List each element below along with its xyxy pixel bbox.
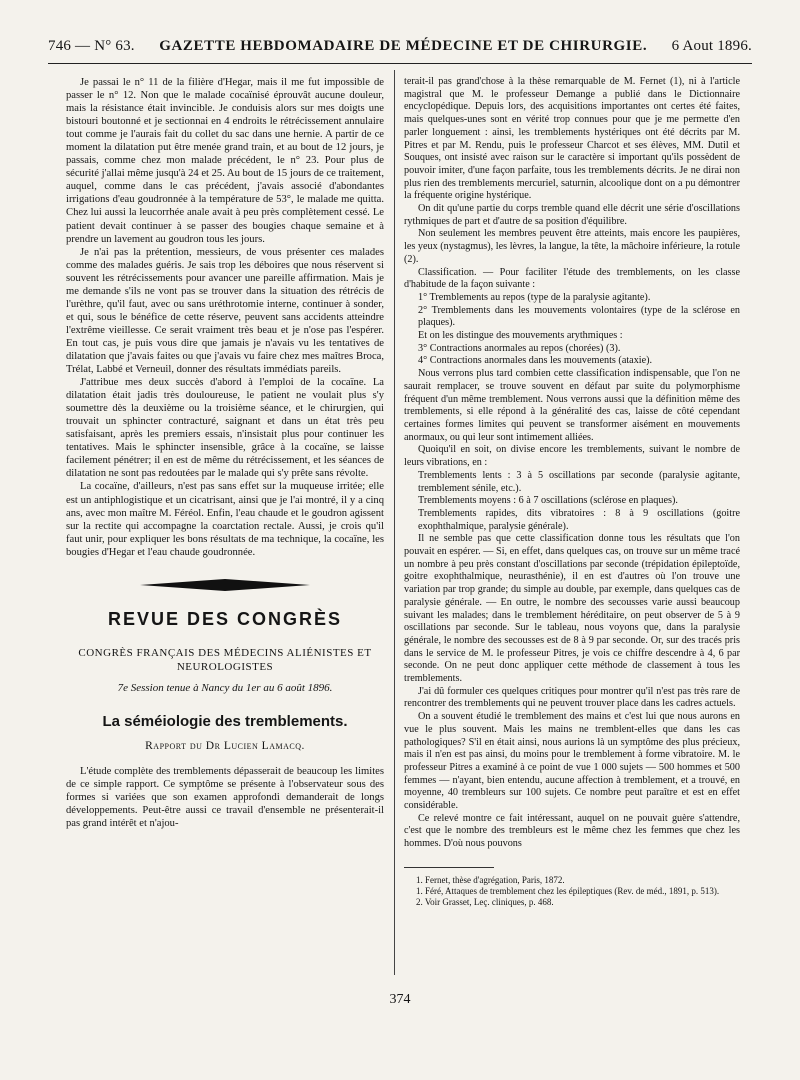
journal-title: GAZETTE HEBDOMADAIRE DE MÉDECINE ET DE CHIRURGIE. xyxy=(159,38,648,54)
list-item: 3° Contractions anormales au repos (chorées) (3). xyxy=(418,342,621,354)
header-rule xyxy=(48,63,752,64)
footnote: 1. Fernet, thèse d'agrégation, Paris, 1872. xyxy=(416,874,565,885)
paragraph: Quoiqu'il en soit, on divise encore les tremblements, suivant le nombre de leurs vibrations, en : xyxy=(404,444,740,469)
left-column xyxy=(66,76,384,830)
running-head xyxy=(48,38,752,60)
column-divider xyxy=(394,70,395,975)
list-item: 4° Contractions anormales dans les mouvements (ataxie). xyxy=(418,355,653,367)
footnotes xyxy=(404,875,740,908)
report-author: Rapport du Dr Lucien Lamacq. xyxy=(145,739,305,752)
paragraph: On dit qu'une partie du corps tremble quand elle décrit une série d'oscillations rythmiques de part et d'autre de sa position d'équilibre. xyxy=(404,203,740,227)
article-title: La séméiologie des tremblements. xyxy=(102,712,348,730)
list-item: Tremblements lents : 3 à 5 oscillations par seconde (paralysie agitante, tremblement sénile, etc.). xyxy=(418,469,740,494)
classification-heading: Classification. — Pour faciliter l'étude des tremblements, on les classe d'habitude de la façon suivante : xyxy=(404,266,740,291)
paragraph: Je n'ai pas la prétention, messieurs, de vous présenter ces malades comme des malades guéris. Je sais trop les déboires que nous réservent si souvent les rétrécissements pour avancer une pareille affirmation. Mais je me demande s'ils ne vont pas se trouver dans la situation des rétrécis de l'urèthre, qu'il faut, avec ou sans uréthrotomie interne, continuer à sonder, et qui, sous le bénéfice de cette réserve, peuvent sans accidents atteindre l'extrême vieillesse. Ce serait vraiment très beau et je n'ose pas l'espérer. En tout cas, je puis vous dire que jamais je n'avais vu les tentatives de dilatation que j'avais faites ou que j'avais vu faire chez mes maîtres Broca, Trélat, Labbé et Verneuil, donner des résultats immédiats pareils. xyxy=(66,246,384,376)
footnote: 1. Féré, Attaques de tremblement chez les épileptiques (Rev. de méd., 1891, p. 513). xyxy=(416,885,720,896)
paragraph: J'attribue mes deux succès d'abord à l'emploi de la cocaïne. La dilatation était jadis très douloureuse, le patient ne voulait plus s'y soumettre dès la deuxième ou la troisième séance, et le chirurgien, qui trouvait un sphincter contracturé, saignant et dans un état très peu satisfaisant, après les premiers essais, n'insistait plus pour continuer les tentatives. Mais le sphincter insensible, grâce à la cocaïne, se laisse facilement pénétrer; il en est de même du rétrécissement, et les séances de dilatation ne sont pas redoutées par le malade qui s'y prête sans révolte. xyxy=(66,377,384,480)
session-line: 7e Session tenue à Nancy du 1er au 6 août 1896. xyxy=(117,681,333,694)
footnote-rule xyxy=(404,867,494,868)
paragraph: Non seulement les membres peuvent être atteints, mais encore les paupières, les yeux (nystagmus), les lèvres, la langue, la tête, la mâchoire inférieure, la rotule (2). xyxy=(404,228,740,265)
paragraph: La cocaïne, d'ailleurs, n'est pas sans effet sur la muqueuse irritée; elle est un antiphlogistique et un cicatrisant, ainsi que je l'ai montré, il y a cinq ans, avec mon maître M. Féréol. Enfin, l'eau chaude et le goudron agissent sur la rectite qui accompagne la coarctation rectale. Aussi, je crois qu'il faut unir, pour expliquer les bons résultats de ma technique, la cocaïne, les bougies d'Hegar et l'eau chaude goudronnée. xyxy=(66,481,384,558)
ornament-divider xyxy=(140,577,310,593)
list-item: Tremblements rapides, dits vibratoires : 8 à 9 oscillations (goitre exophthalmique, paralysie générale). xyxy=(418,507,740,532)
issue-number: 746 — N° 63. xyxy=(48,38,135,54)
congress-name: CONGRÈS FRANÇAIS DES MÉDECINS ALIÉNISTES ET NEUROLOGISTES xyxy=(78,646,372,673)
intro-paragraph: L'étude complète des tremblements dépasserait de beaucoup les limites de ce simple rapport. Ce symptôme se présente à l'observateur sous des formes si variées que son examen approfondi demanderait de longs développements. Peut-être aussi ce travail d'ensemble ne présenterait-il pas grand intérêt et n'ajou- xyxy=(66,765,384,830)
list-item: Tremblements moyens : 6 à 7 oscillations (sclérose en plaques). xyxy=(418,495,678,507)
paragraph: terait-il pas grand'chose à la thèse remarquable de M. Fernet (1), ni à l'article magistral que M. le professeur Demange a publié dans le Dictionnaire encyclopédique. Depuis lors, des acquisitions importantes ont certes été faites, mais quelques-unes sont en vérité trop connues pour que je me permette d'en parler longuement : ainsi, les tremblements hystériques ont été décrits par M. Pitres et par M. Rendu, puis le professeur Charcot et ses élèves, MM. Dutil et Souques, ont insisté avec raison sur le caractère si important qu'ils possèdent de pouvoir imiter, d'une façon parfaite, tous les tremblements décrits. Je ne dirai non plus rien des tremblements mercuriel, saturnin, alcoolique dont on a pu démontrer la fréquente origine hystérique. xyxy=(404,76,740,202)
list-item: 1° Tremblements au repos (type de la paralysie agitante). xyxy=(418,291,651,303)
page-number: 374 xyxy=(389,992,411,1007)
footnote: 2. Voir Grasset, Leç. cliniques, p. 468. xyxy=(416,896,554,907)
paragraph: J'ai dû formuler ces quelques critiques pour montrer qu'il n'est pas très rare de rencontrer des tremblements qui ne peuvent trouver place dans les cadres actuels. xyxy=(404,685,740,710)
paragraph: Ce relevé montre ce fait intéressant, auquel on ne pouvait guère s'attendre, c'est que le nombre des trembleurs est le même chez les femmes que chez les hommes. D'où nous pouvons xyxy=(404,812,740,850)
right-column xyxy=(404,76,740,908)
paragraph: Je passai le n° 11 de la filière d'Hegar, mais il me fut impossible de passer le n° 12. Non que le malade cocaïnisé éprouvât aucune douleur, mais la résistance était invincible. Je conduisis alors sur mes doigts une bistouri boutonné et je sectionnai en 4 endroits le rétrécissement annulaire tout comme je l'aurais fait du collet du sac dans une hernie. A partir de ce moment la dilatation put être menée grand train, et au bout de 12 jours, je passais, comme chez mon malade précédent, le n° 23. Pour plus de sécurité j'allai même jusqu'à 24 et 25. Au bout de 15 jours de ce traitement, auquel, comme dans le cas précédent, j'avais associé d'abondantes irrigations d'eau goudronnée à la température de 53°, le malade me quitta. Chez lui aussi la leucorrhée anale avait à peu près complètement cessé. Le patient devait continuer à se passer des bougies chaque semaine et à prendre un lavement au goudron tous les jours. xyxy=(66,77,385,245)
paragraph: Et on les distingue des mouvements arythmiques : xyxy=(418,330,623,342)
section-title: REVUE DES CONGRÈS xyxy=(107,608,343,629)
list-item: 2° Tremblements dans les mouvements volontaires (type de la sclérose en plaques). xyxy=(418,304,740,329)
paragraph: Nous verrons plus tard combien cette classification indispensable, que l'on ne saurait remplacer, se trouve souvent en défaut par suite du polymorphisme fréquent d'un même tremblement. Nous verrons aussi que la définition même des tremblements, si elle répond à la généralité des cas, laisse de côté cependant certaines formes limites qui peuvent se transformer aisément en mouvements anormaux, ou qui leur sont intimement alliées. xyxy=(404,368,740,443)
paragraph: Il ne semble pas que cette classification donne tous les résultats que l'on pouvait en espérer. — Si, en effet, dans quelques cas, on trouve sur un même tracé un nombre à peu près constant d'oscillations par seconde (trépidation épileptoïde, goitre exophthalmique, neurasthénie), il en est d'autres où l'on trouve une variation par trop grande; du simple au double, par exemple, dans quelques cas de paralysie générale. — En outre, le nombre des secousses varie aussi beaucoup suivant les malades; dans le tremblement héréditaire, on peut observer de 5 à 9 oscillations par seconde. Sur le tableau, nous voyons que, dans la paralysie générale, le nombre des secousses est de 8 à 9 par seconde. Or, sur des tracés pris dans le service de M. le professeur Pitres, je vois ce chiffre descendre à 4, 6 par seconde. On ne peut donc appliquer cette méthode de classement à tous les tremblements. xyxy=(404,533,740,685)
paragraph: On a souvent étudié le tremblement des mains et c'est lui que nous aurons en vue le plus souvent. Mais les mains ne tremblent-elles que dans les cas pathologiques? S'il en était ainsi, nous aurions là un symptôme des plus précieux, mais il n'en est pas ainsi, du moins pour le tremblement à forme vibratoire. M. le professeur Pitres a examiné à ce point de vue 1 000 sujets — 500 hommes et 500 femmes — n'ayant, bien entendu, aucune affection à tremblement, et a trouvé, en moyenne, 40 trembleurs sur 100 sujets. Ce nombre peut paraître et est en effet considérable. xyxy=(404,711,740,812)
issue-date: 6 Aout 1896. xyxy=(671,38,752,54)
